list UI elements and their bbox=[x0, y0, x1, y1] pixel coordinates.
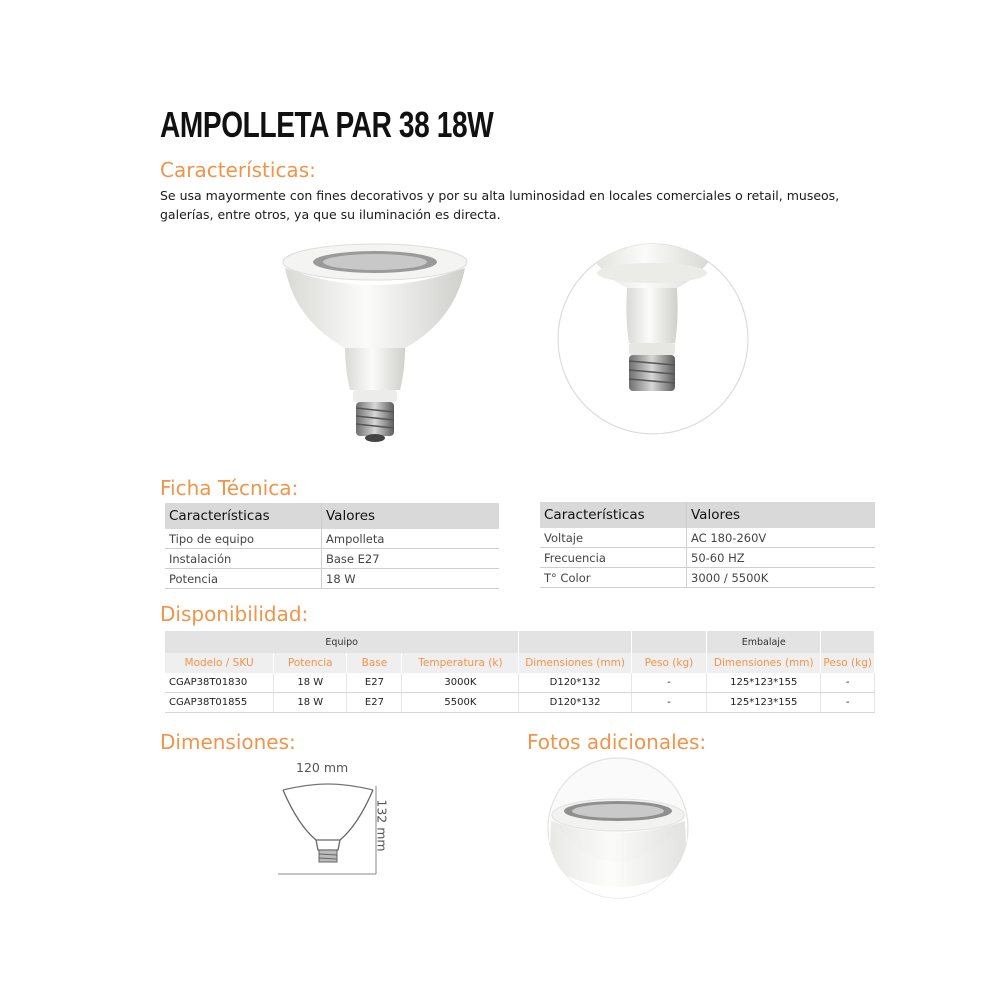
disponibilidad-table bbox=[165, 631, 875, 713]
product-photo-detail bbox=[557, 243, 749, 435]
table-cell: E27 bbox=[347, 673, 402, 693]
table-cell: 5500K bbox=[402, 693, 519, 713]
table-cell: Tipo de equipo bbox=[165, 529, 322, 549]
table-cell: - bbox=[631, 693, 706, 713]
ficha-heading: Ficha Técnica: bbox=[160, 476, 299, 500]
table-row bbox=[165, 673, 875, 693]
column-header: Base bbox=[347, 653, 402, 673]
table-cell: T° Color bbox=[540, 568, 687, 588]
table-cell: CGAP38T01855 bbox=[165, 693, 274, 713]
group-header-embalaje: Embalaje bbox=[707, 631, 821, 653]
table-cell: 3000 / 5500K bbox=[687, 568, 876, 588]
dimension-width-label: 120 mm bbox=[296, 760, 349, 775]
fotos-heading: Fotos adicionales: bbox=[527, 730, 707, 754]
table-cell: E27 bbox=[347, 693, 402, 713]
table-cell: 3000K bbox=[402, 673, 519, 693]
table-cell: Base E27 bbox=[322, 549, 500, 569]
table-cell: Voltaje bbox=[540, 528, 687, 548]
table-cell: AC 180-260V bbox=[687, 528, 876, 548]
table-cell: 125*123*155 bbox=[707, 693, 821, 713]
column-header: Peso (kg) bbox=[821, 653, 875, 673]
dimensiones-heading: Dimensiones: bbox=[160, 730, 296, 754]
table-cell: D120*132 bbox=[519, 693, 631, 713]
table-cell: 125*123*155 bbox=[707, 673, 821, 693]
group-header-equipo: Equipo bbox=[165, 631, 519, 653]
column-header: Potencia bbox=[274, 653, 347, 673]
table-row bbox=[165, 569, 499, 589]
column-header: Modelo / SKU bbox=[165, 653, 274, 673]
ficha-table-left bbox=[165, 503, 499, 589]
table-cell: - bbox=[821, 693, 875, 713]
column-header: Dimensiones (mm) bbox=[707, 653, 821, 673]
table-cell: Instalación bbox=[165, 549, 322, 569]
page-title: AMPOLLETA PAR 38 18W bbox=[160, 104, 494, 145]
column-header: Características bbox=[540, 502, 687, 528]
table-cell: 50-60 HZ bbox=[687, 548, 876, 568]
table-row bbox=[165, 529, 499, 549]
table-cell: 18 W bbox=[322, 569, 500, 589]
group-header-blank bbox=[519, 631, 631, 653]
table-row bbox=[165, 549, 499, 569]
table-cell: 18 W bbox=[274, 693, 347, 713]
table-row bbox=[165, 693, 875, 713]
dimension-height-label: 132 mm bbox=[374, 799, 390, 852]
group-header-blank bbox=[821, 631, 875, 653]
table-cell: D120*132 bbox=[519, 673, 631, 693]
column-header: Temperatura (k) bbox=[402, 653, 519, 673]
table-cell: - bbox=[631, 673, 706, 693]
table-row bbox=[540, 528, 875, 548]
column-header: Características bbox=[165, 503, 322, 529]
ficha-table-right bbox=[540, 502, 875, 588]
column-header: Peso (kg) bbox=[631, 653, 706, 673]
product-photo-main bbox=[270, 240, 480, 445]
table-row bbox=[540, 568, 875, 588]
dimension-diagram bbox=[278, 780, 378, 878]
table-cell: - bbox=[821, 673, 875, 693]
table-cell: Ampolleta bbox=[322, 529, 500, 549]
disponibilidad-heading: Disponibilidad: bbox=[160, 602, 309, 626]
group-header-blank bbox=[631, 631, 706, 653]
column-header: Dimensiones (mm) bbox=[519, 653, 631, 673]
caracteristicas-description: Se usa mayormente con fines decorativos y por su alta luminosidad en locales comerciales o retail, museos, galerías, entre otros, ya que su iluminación es directa. bbox=[160, 188, 840, 222]
column-header: Valores bbox=[687, 502, 876, 528]
caracteristicas-heading: Características: bbox=[160, 158, 316, 182]
product-photo-top bbox=[547, 757, 689, 899]
table-row bbox=[540, 548, 875, 568]
table-cell: Potencia bbox=[165, 569, 322, 589]
table-cell: CGAP38T01830 bbox=[165, 673, 274, 693]
table-cell: 18 W bbox=[274, 673, 347, 693]
table-cell: Frecuencia bbox=[540, 548, 687, 568]
column-header: Valores bbox=[322, 503, 500, 529]
